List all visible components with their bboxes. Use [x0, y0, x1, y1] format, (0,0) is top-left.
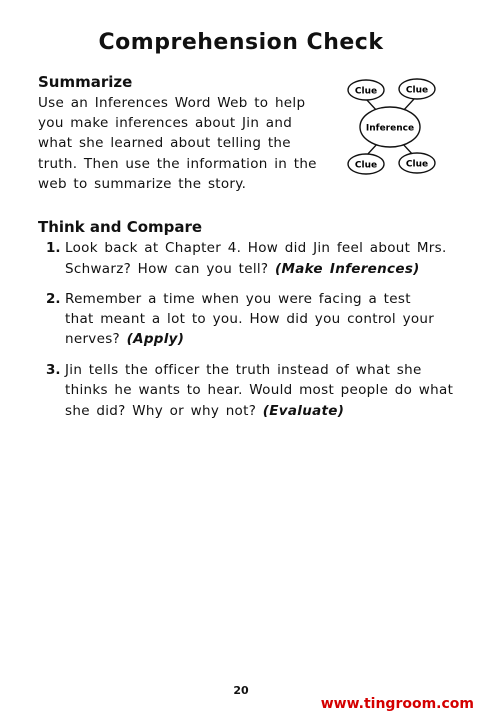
- question-line: Look back at Chapter 4. How did Jin feel about Mrs.: [65, 240, 447, 256]
- summarize-line: web to summarize the story.: [38, 176, 247, 192]
- question-text: she did? Why or why not?: [65, 403, 257, 419]
- summarize-line: Use an Inferences Word Web to help: [38, 95, 306, 111]
- question-line: Remember a time when you were facing a test: [65, 291, 411, 307]
- question-skill-tag: (Evaluate): [262, 403, 345, 419]
- summarize-line: truth. Then use the information in the: [38, 156, 317, 172]
- question-line: [65, 403, 344, 419]
- question-line: [65, 331, 184, 347]
- question-number: 1.: [46, 240, 61, 256]
- think-compare-heading: Think and Compare: [38, 218, 203, 236]
- question-number: 3.: [46, 362, 61, 378]
- question-text: nerves?: [65, 331, 121, 347]
- summarize-heading: Summarize: [38, 73, 133, 91]
- question-line: thinks he wants to hear. Would most people do what: [65, 382, 454, 398]
- watermark: www.tingroom.com: [320, 696, 474, 712]
- question-text: Schwarz? How can you tell?: [65, 261, 269, 277]
- summarize-line: you make inferences about Jin and: [38, 115, 293, 131]
- question-line: that meant a lot to you. How did you control your: [65, 311, 435, 327]
- question-line: Jin tells the officer the truth instead of what she: [65, 362, 422, 378]
- clue-label: Clue: [354, 86, 378, 97]
- page-number: 20: [233, 684, 249, 697]
- summarize-line: what she learned about telling the: [38, 135, 291, 151]
- clue-label: Clue: [354, 160, 378, 171]
- question-line: [65, 261, 420, 277]
- question-skill-tag: (Apply): [126, 331, 185, 347]
- inference-web-diagram: [340, 76, 440, 180]
- inference-label: Inference: [365, 123, 415, 134]
- clue-label: Clue: [405, 159, 429, 170]
- question-number: 2.: [46, 291, 61, 307]
- page-title: Comprehension Check: [98, 30, 384, 55]
- clue-label: Clue: [405, 85, 429, 96]
- question-skill-tag: (Make Inferences): [275, 261, 420, 277]
